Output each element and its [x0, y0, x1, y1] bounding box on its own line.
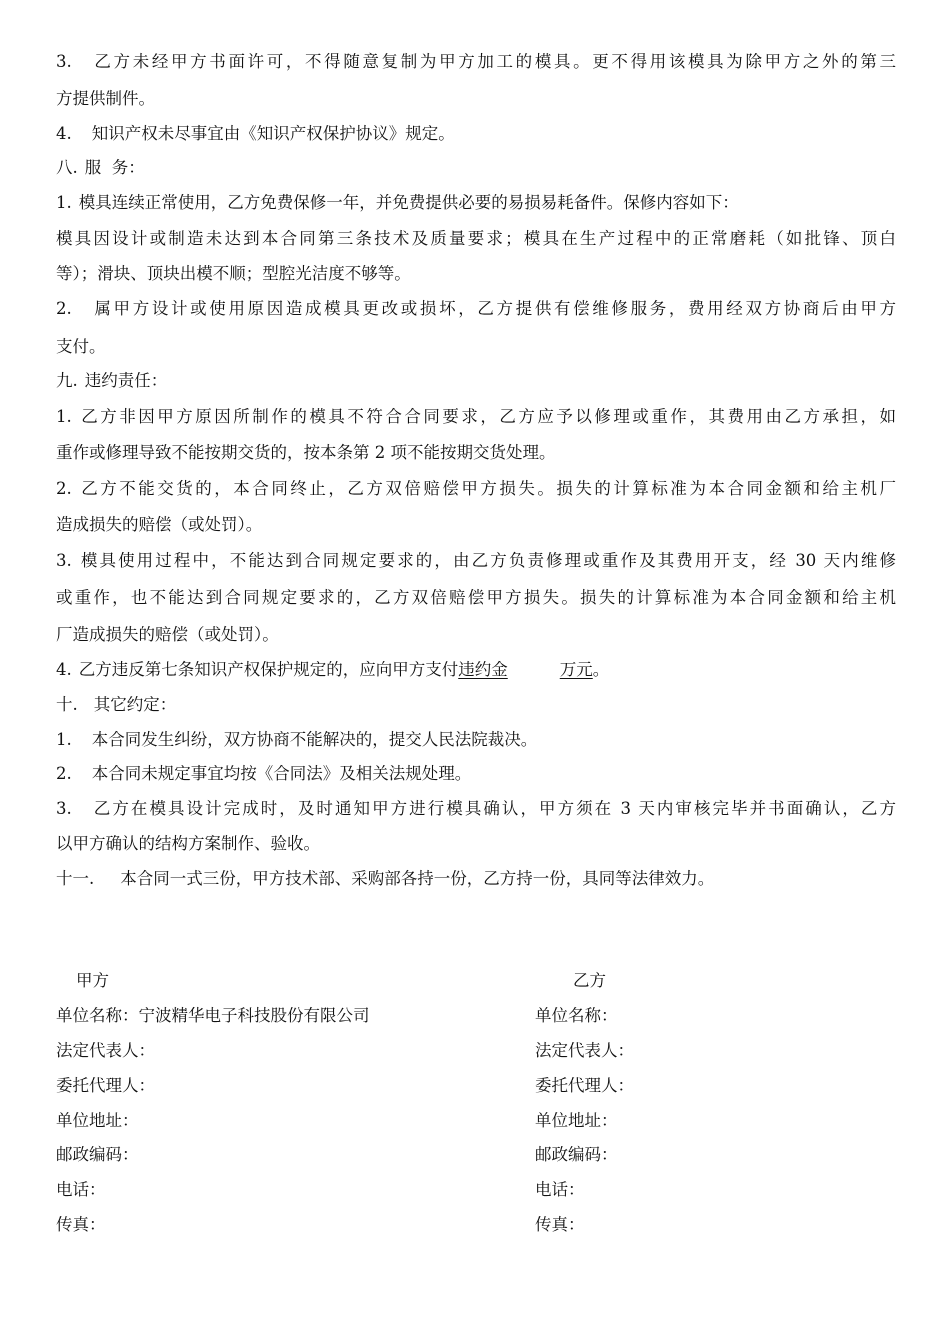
clause-9-2-line-1: 2. 乙方不能交货的，本合同终止，乙方双倍赔偿甲方损失。损失的计算标准为本合同金额和给主机厂 [56, 479, 896, 498]
clause-8-2-line-1: 2. 属甲方设计或使用原因造成模具更改或损坏，乙方提供有偿维修服务，费用经双方协商后由甲方 [56, 299, 896, 318]
clause-10-2: 2. 本合同未规定事宜均按《合同法》及相关法规处理。 [56, 764, 472, 783]
party-b-postcode: 邮政编码： [535, 1145, 618, 1164]
party-a-legal-rep: 法定代表人： [56, 1041, 155, 1060]
clause-8-2-line-2: 支付。 [56, 337, 106, 356]
party-a-company: 单位名称：宁波精华电子科技股份有限公司 [56, 1006, 370, 1025]
section-10-heading: 十. 其它约定： [56, 695, 177, 714]
party-b-company: 单位名称： [535, 1006, 618, 1025]
party-b-title: 乙方 [573, 971, 606, 990]
clause-9-4: 4. 乙方违反第七条知识产权保护规定的，应向甲方支付违约金 万元。 [56, 660, 610, 679]
party-a-agent: 委托代理人： [56, 1076, 155, 1095]
clause-9-2-line-2: 造成损失的赔偿（或处罚）。 [56, 515, 263, 534]
party-b-legal-rep: 法定代表人： [535, 1041, 634, 1060]
party-a-company-value: 宁波精华电子科技股份有限公司 [138, 1006, 370, 1025]
clause-10-1: 1. 本合同发生纠纷，双方协商不能解决的，提交人民法院裁决。 [56, 730, 538, 749]
clause-7-4: 4. 知识产权未尽事宜由《知识产权保护协议》规定。 [56, 124, 455, 143]
clause-9-1-line-1: 1. 乙方非因甲方原因所制作的模具不符合合同要求，乙方应予以修理或重作，其费用由乙方承担，如 [56, 407, 896, 426]
penalty-amount-field: 违约金 万元 [458, 660, 593, 679]
section-8-heading: 八. 服 务： [56, 158, 145, 177]
clause-10-3-line-1: 3. 乙方在模具设计完成时，及时通知甲方进行模具确认，甲方须在 3 天内审核完毕并书面确认，乙方 [56, 799, 896, 818]
party-b-phone: 电话： [535, 1180, 585, 1199]
clause-9-1-line-2: 重作或修理导致不能按期交货的，按本条第 2 项不能按期交货处理。 [56, 443, 556, 462]
party-a-phone: 电话： [56, 1180, 106, 1199]
clause-9-3-line-3: 厂造成损失的赔偿（或处罚）。 [56, 625, 279, 644]
section-9-heading: 九. 违约责任： [56, 371, 168, 390]
party-b-fax: 传真： [535, 1215, 585, 1234]
clause-8-1-detail-line-1: 模具因设计或制造未达到本合同第三条技术及质量要求；模具在生产过程中的正常磨耗（如批锋、顶白 [56, 229, 896, 248]
clause-8-1-detail-line-2: 等）；滑块、顶块出模不顺；型腔光洁度不够等。 [56, 264, 411, 283]
party-a-postcode: 邮政编码： [56, 1145, 139, 1164]
clause-9-3-line-2: 或重作，也不能达到合同规定要求的，乙方双倍赔偿甲方损失。损失的计算标准为本合同金额和给主机 [56, 588, 896, 607]
clause-7-3-line-1: 3. 乙方未经甲方书面许可，不得随意复制为甲方加工的模具。更不得用该模具为除甲方之外的第三 [56, 52, 896, 71]
party-a-address: 单位地址： [56, 1111, 139, 1130]
party-b-agent: 委托代理人： [535, 1076, 634, 1095]
party-b-address: 单位地址： [535, 1111, 618, 1130]
clause-8-1: 1. 模具连续正常使用，乙方免费保修一年，并免费提供必要的易损易耗备件。保修内容如下： [56, 193, 739, 212]
party-a-fax: 传真： [56, 1215, 106, 1234]
clause-9-3-line-1: 3. 模具使用过程中，不能达到合同规定要求的，由乙方负责修理或重作及其费用开支，经 30 天内维修 [56, 551, 896, 570]
clause-10-3-line-2: 以甲方确认的结构方案制作、验收。 [56, 834, 320, 853]
party-a-title: 甲方 [76, 971, 109, 990]
clause-7-3-line-2: 方提供制件。 [56, 89, 155, 108]
section-11: 十一. 本合同一式三份，甲方技术部、采购部各持一份，乙方持一份，具同等法律效力。 [56, 869, 715, 888]
